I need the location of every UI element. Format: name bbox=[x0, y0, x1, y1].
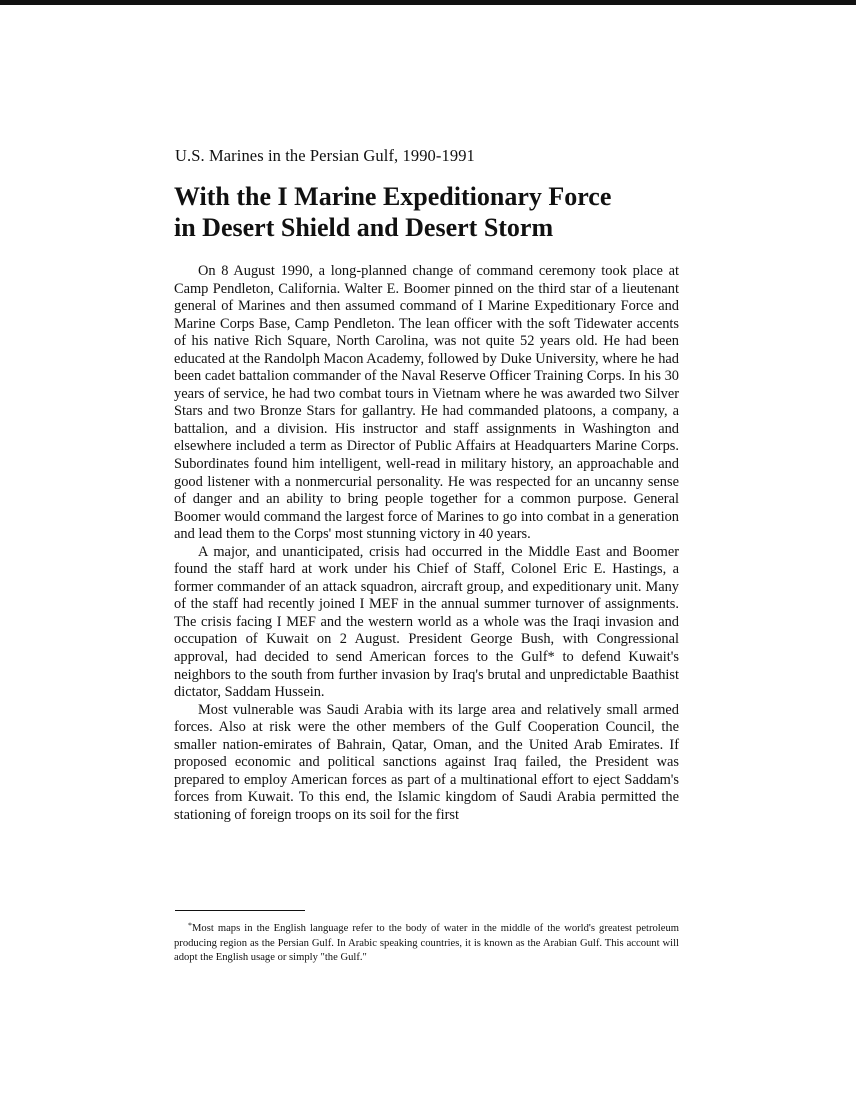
top-rule bbox=[0, 0, 856, 5]
title-line-1: With the I Marine Expeditionary Force bbox=[174, 182, 612, 211]
title-line-2: in Desert Shield and Desert Storm bbox=[174, 213, 554, 242]
footnote-rule bbox=[175, 910, 305, 911]
paragraph-2: A major, and unanticipated, crisis had occurred in the Middle East and Boomer found the staff hard at work under his Chief of Staff, Colonel Eric E. Hastings, a former commander of an attack squadron, aircraft group, and expeditionary unit. Many of the staff had recently joined I MEF in the annual summer turnover of assignments. The crisis facing I MEF and the western world as a whole was the Iraqi invasion and occupation of Kuwait on 2 August. President George Bush, with Congressional approval, had decided to send American forces to the Gulf* to defend Kuwait's neighbors to the south from further invasion by Iraq's brutal and unpredictable Baathist dictator, Saddam Hussein. bbox=[174, 543, 679, 701]
paragraph-3: Most vulnerable was Saudi Arabia with its large area and relatively small armed forces. Also at risk were the other members of the Gulf Cooperation Council, the smaller nation-emirates of Bahrain, Qatar, Oman, and the United Arab Emirates. If proposed economic and political sanctions against Iraq failed, the President was prepared to employ American forces as part of a multinational effort to eject Saddam's forces from Kuwait. To this end, the Islamic kingdom of Saudi Arabia permitted the stationing of foreign troops on its soil for the first bbox=[174, 701, 679, 823]
page-title bbox=[174, 181, 694, 243]
footnote-marker: * bbox=[188, 921, 192, 930]
series-title: U.S. Marines in the Persian Gulf, 1990-1991 bbox=[175, 146, 475, 165]
footnote bbox=[174, 922, 679, 966]
footnote-text: Most maps in the English language refer to the body of water in the middle of the world's greatest petroleum producing region as the Persian Gulf. In Arabic speaking countries, it is known as the Arabian Gulf. This account will adopt the English usage or simply "the Gulf." bbox=[174, 923, 679, 963]
paragraph-1: On 8 August 1990, a long-planned change of command ceremony took place at Camp Pendleton, California. Walter E. Boomer pinned on the third star of a lieutenant general of Marines and then assumed command of I Marine Expeditionary Force and Marine Corps Base, Camp Pendleton. The lean officer with the soft Tidewater accents of his native Rich Square, North Carolina, was not quite 52 years old. He had been educated at the Randolph Macon Academy, followed by Duke University, where he had been cadet battalion commander of the Naval Reserve Officer Training Corps. In his 30 years of service, he had two combat tours in Vietnam where he was awarded two Silver Stars and two Bronze Stars for gallantry. He had commanded platoons, a company, a battalion, and a division. His instructor and staff assignments in Washington and elsewhere included a term as Director of Public Affairs at Headquarters Marine Corps. Subordinates found him intelligent, well-read in military history, an approachable and good listener with a nonmercurial personality. He was respected for an uncanny sense of danger and an ability to bring people together for a common purpose. General Boomer would command the largest force of Marines to go into combat in a generation and lead them to the Corps' most stunning victory in 40 years. bbox=[174, 263, 679, 543]
body-text bbox=[174, 263, 679, 825]
